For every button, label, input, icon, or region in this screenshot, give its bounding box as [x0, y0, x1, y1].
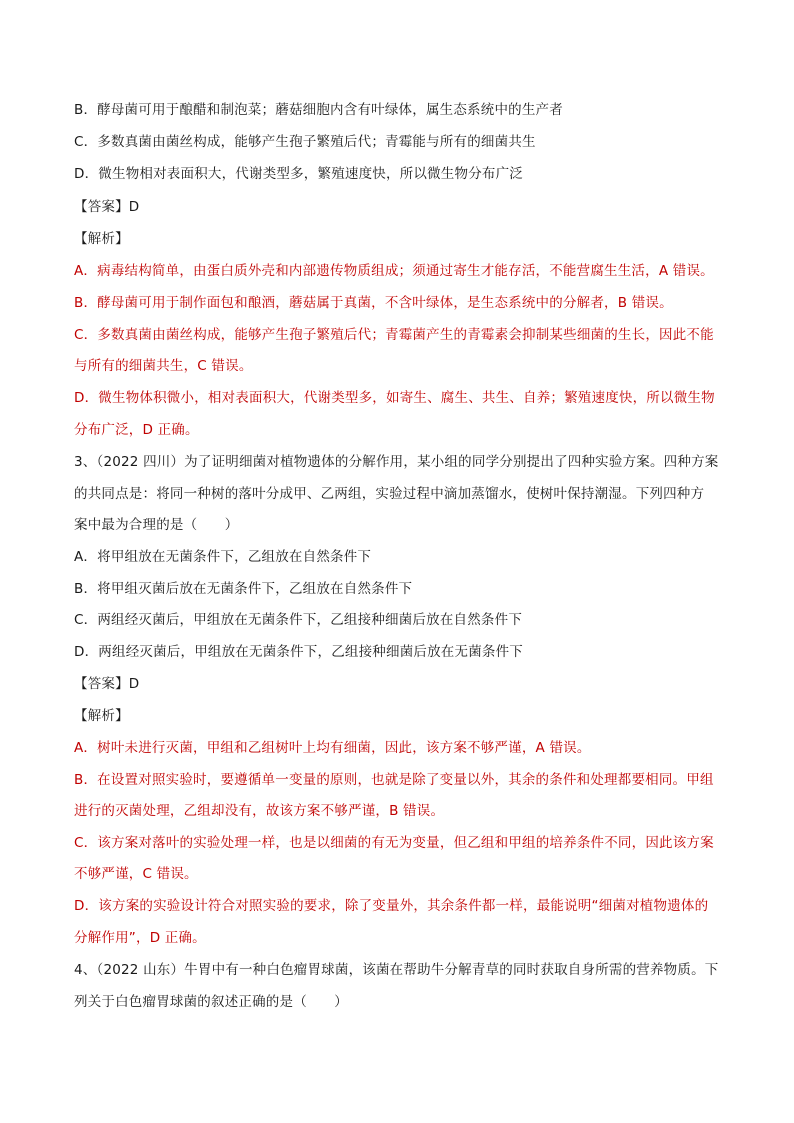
- q3-analysis-c-line1: C．该方案对落叶的实验处理一样，也是以细菌的有无为变量，但乙组和甲组的培养条件不同，因此该方案: [74, 835, 714, 851]
- q3-analysis-c-line2: 不够严谨，C 错误。: [74, 866, 198, 882]
- q2-analysis-a: A．病毒结构简单，由蛋白质外壳和内部遗传物质组成；须通过寄生才能存活，不能营腐生生活，A 错误。: [74, 263, 714, 279]
- q2-analysis-title: 【解析】: [74, 231, 129, 247]
- q3-analysis-d-quote-end: 分解作用”: [74, 930, 136, 946]
- q3-stem-line3: 案中最为合理的是（ ）: [74, 517, 239, 533]
- q3-analysis-b-line2: 进行的灭菌处理，乙组却没有，故该方案不够严谨，B 错误。: [74, 803, 445, 819]
- q2-option-b: B．酵母菌可用于酿醋和制泡菜；蘑菇细胞内含有叶绿体，属生态系统中的生产者: [74, 102, 563, 118]
- q2-option-d: D．微生物相对表面积大，代谢类型多，繁殖速度快，所以微生物分布广泛: [74, 166, 523, 182]
- q3-analysis-title: 【解析】: [74, 708, 129, 724]
- q3-answer: 【答案】D: [74, 676, 140, 692]
- q3-option-c: C．两组经灭菌后，甲组放在无菌条件下，乙组接种细菌后放在自然条件下: [74, 612, 523, 628]
- q3-option-a: A．将甲组放在无菌条件下，乙组放在自然条件下: [74, 549, 372, 565]
- q3-option-b: B．将甲组灭菌后放在无菌条件下，乙组放在自然条件下: [74, 581, 413, 597]
- q2-answer: 【答案】D: [74, 199, 140, 215]
- q3-option-d: D．两组经灭菌后，甲组放在无菌条件下，乙组接种细菌后放在无菌条件下: [74, 644, 523, 660]
- q3-analysis-a: A．树叶未进行灭菌，甲组和乙组树叶上均有细菌，因此，该方案不够严谨，A 错误。: [74, 740, 591, 756]
- q2-analysis-c-line2: 与所有的细菌共生，C 错误。: [74, 358, 253, 374]
- q3-stem-line1: 3、（2022 四川）为了证明细菌对植物遗体的分解作用，某小组的同学分别提出了四种实验方案。四种方案: [74, 454, 719, 470]
- q3-analysis-d-quote: “细菌对植物遗体的: [591, 898, 709, 914]
- q3-analysis-d-conclusion: ，D 正确。: [136, 930, 206, 946]
- q2-analysis-d-line2: 分布广泛，D 正确。: [74, 422, 199, 438]
- q3-analysis-d-line1: [74, 896, 730, 916]
- q4-stem-line2: 列关于白色瘤胃球菌的叙述正确的是（ ）: [74, 994, 348, 1010]
- q2-analysis-c-line1: C．多数真菌由菌丝构成，能够产生孢子繁殖后代；青霉菌产生的青霉素会抑制某些细菌的生长，因此不能: [74, 327, 714, 343]
- q2-analysis-b: B．酵母菌可用于制作面包和酿酒，蘑菇属于真菌，不含叶绿体，是生态系统中的分解者，B 错误。: [74, 295, 673, 311]
- q3-analysis-d-line2: [74, 928, 730, 948]
- q4-stem-line1: 4、（2022 山东）牛胃中有一种白色瘤胃球菌，该菌在帮助牛分解青草的同时获取自身所需的营养物质。下: [74, 962, 719, 978]
- q3-stem-line2: 的共同点是：将同一种树的落叶分成甲、乙两组，实验过程中滴加蒸馏水，使树叶保持潮湿。下列四种方: [74, 486, 705, 502]
- q3-analysis-b-line1: B．在设置对照实验时，要遵循单一变量的原则，也就是除了变量以外，其余的条件和处理都要相同。甲组: [74, 772, 714, 788]
- q2-analysis-d-line1: D．微生物体积微小，相对表面积大，代谢类型多，如寄生、腐生、共生、自养；繁殖速度快，所以微生物: [74, 390, 715, 406]
- q2-option-c: C．多数真菌由菌丝构成，能够产生孢子繁殖后代；青霉能与所有的细菌共生: [74, 134, 536, 150]
- q3-analysis-d-text: D．该方案的实验设计符合对照实验的要求，除了变量外，其余条件都一样，最能说明: [74, 898, 592, 914]
